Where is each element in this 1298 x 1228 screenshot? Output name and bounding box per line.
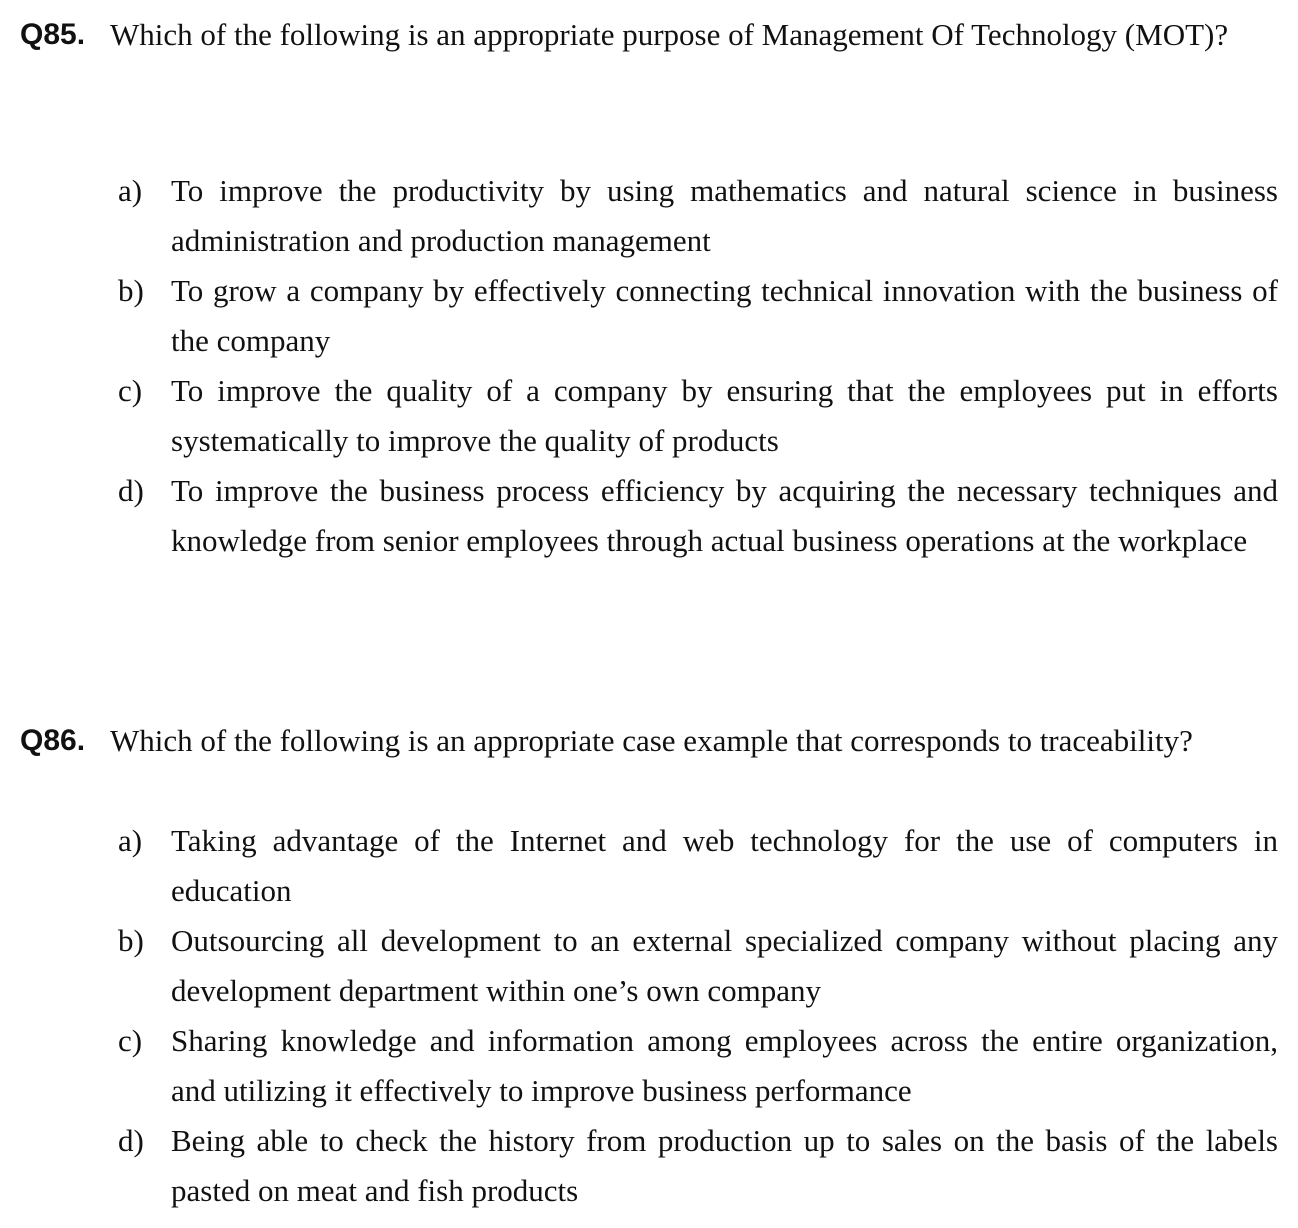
option-d (118, 466, 1278, 566)
option-a (118, 816, 1278, 916)
option-letter: d) (118, 473, 144, 508)
option-letter: d) (118, 1123, 144, 1158)
question-text: Which of the following is an appropriate purpose of Management Of Technology (MOT)? (110, 17, 1229, 52)
option-letter: b) (118, 273, 144, 308)
question-q86 (20, 716, 1278, 1208)
option-d (118, 1116, 1278, 1216)
option-text: Taking advantage of the Internet and web technology for the use of computers in education (171, 823, 1278, 908)
option-letter: c) (118, 1023, 143, 1058)
question-number: Q85. (20, 18, 86, 51)
option-c (118, 366, 1278, 466)
option-letter: a) (118, 173, 143, 208)
option-c (118, 1016, 1278, 1116)
option-letter: a) (118, 823, 143, 858)
question-header (20, 10, 1278, 60)
option-b (118, 916, 1278, 1016)
option-b (118, 266, 1278, 366)
answer-options (118, 166, 1278, 566)
option-letter: c) (118, 373, 143, 408)
option-text: To grow a company by effectively connecting technical innovation with the business of the company (171, 273, 1278, 358)
option-text: To improve the business process efficiency by acquiring the necessary techniques and knowledge from senior employees through actual business operations at the workplace (171, 473, 1278, 558)
option-text: Being able to check the history from production up to sales on the basis of the labels pasted on meat and fish products (171, 1123, 1278, 1208)
option-text: To improve the productivity by using mathematics and natural science in business administration and production management (171, 173, 1278, 258)
option-a (118, 166, 1278, 266)
question-q85 (20, 10, 1278, 558)
answer-options (118, 816, 1278, 1216)
option-text: Sharing knowledge and information among employees across the entire organization, and utilizing it effectively to improve business performance (171, 1023, 1278, 1108)
option-letter: b) (118, 923, 144, 958)
option-text: To improve the quality of a company by ensuring that the employees put in efforts systematically to improve the quality of products (171, 373, 1278, 458)
option-text: Outsourcing all development to an external specialized company without placing any development department within one’s own company (171, 923, 1278, 1008)
question-header (20, 716, 1278, 766)
question-number: Q86. (20, 724, 86, 757)
question-text: Which of the following is an appropriate case example that corresponds to traceability? (110, 723, 1193, 758)
